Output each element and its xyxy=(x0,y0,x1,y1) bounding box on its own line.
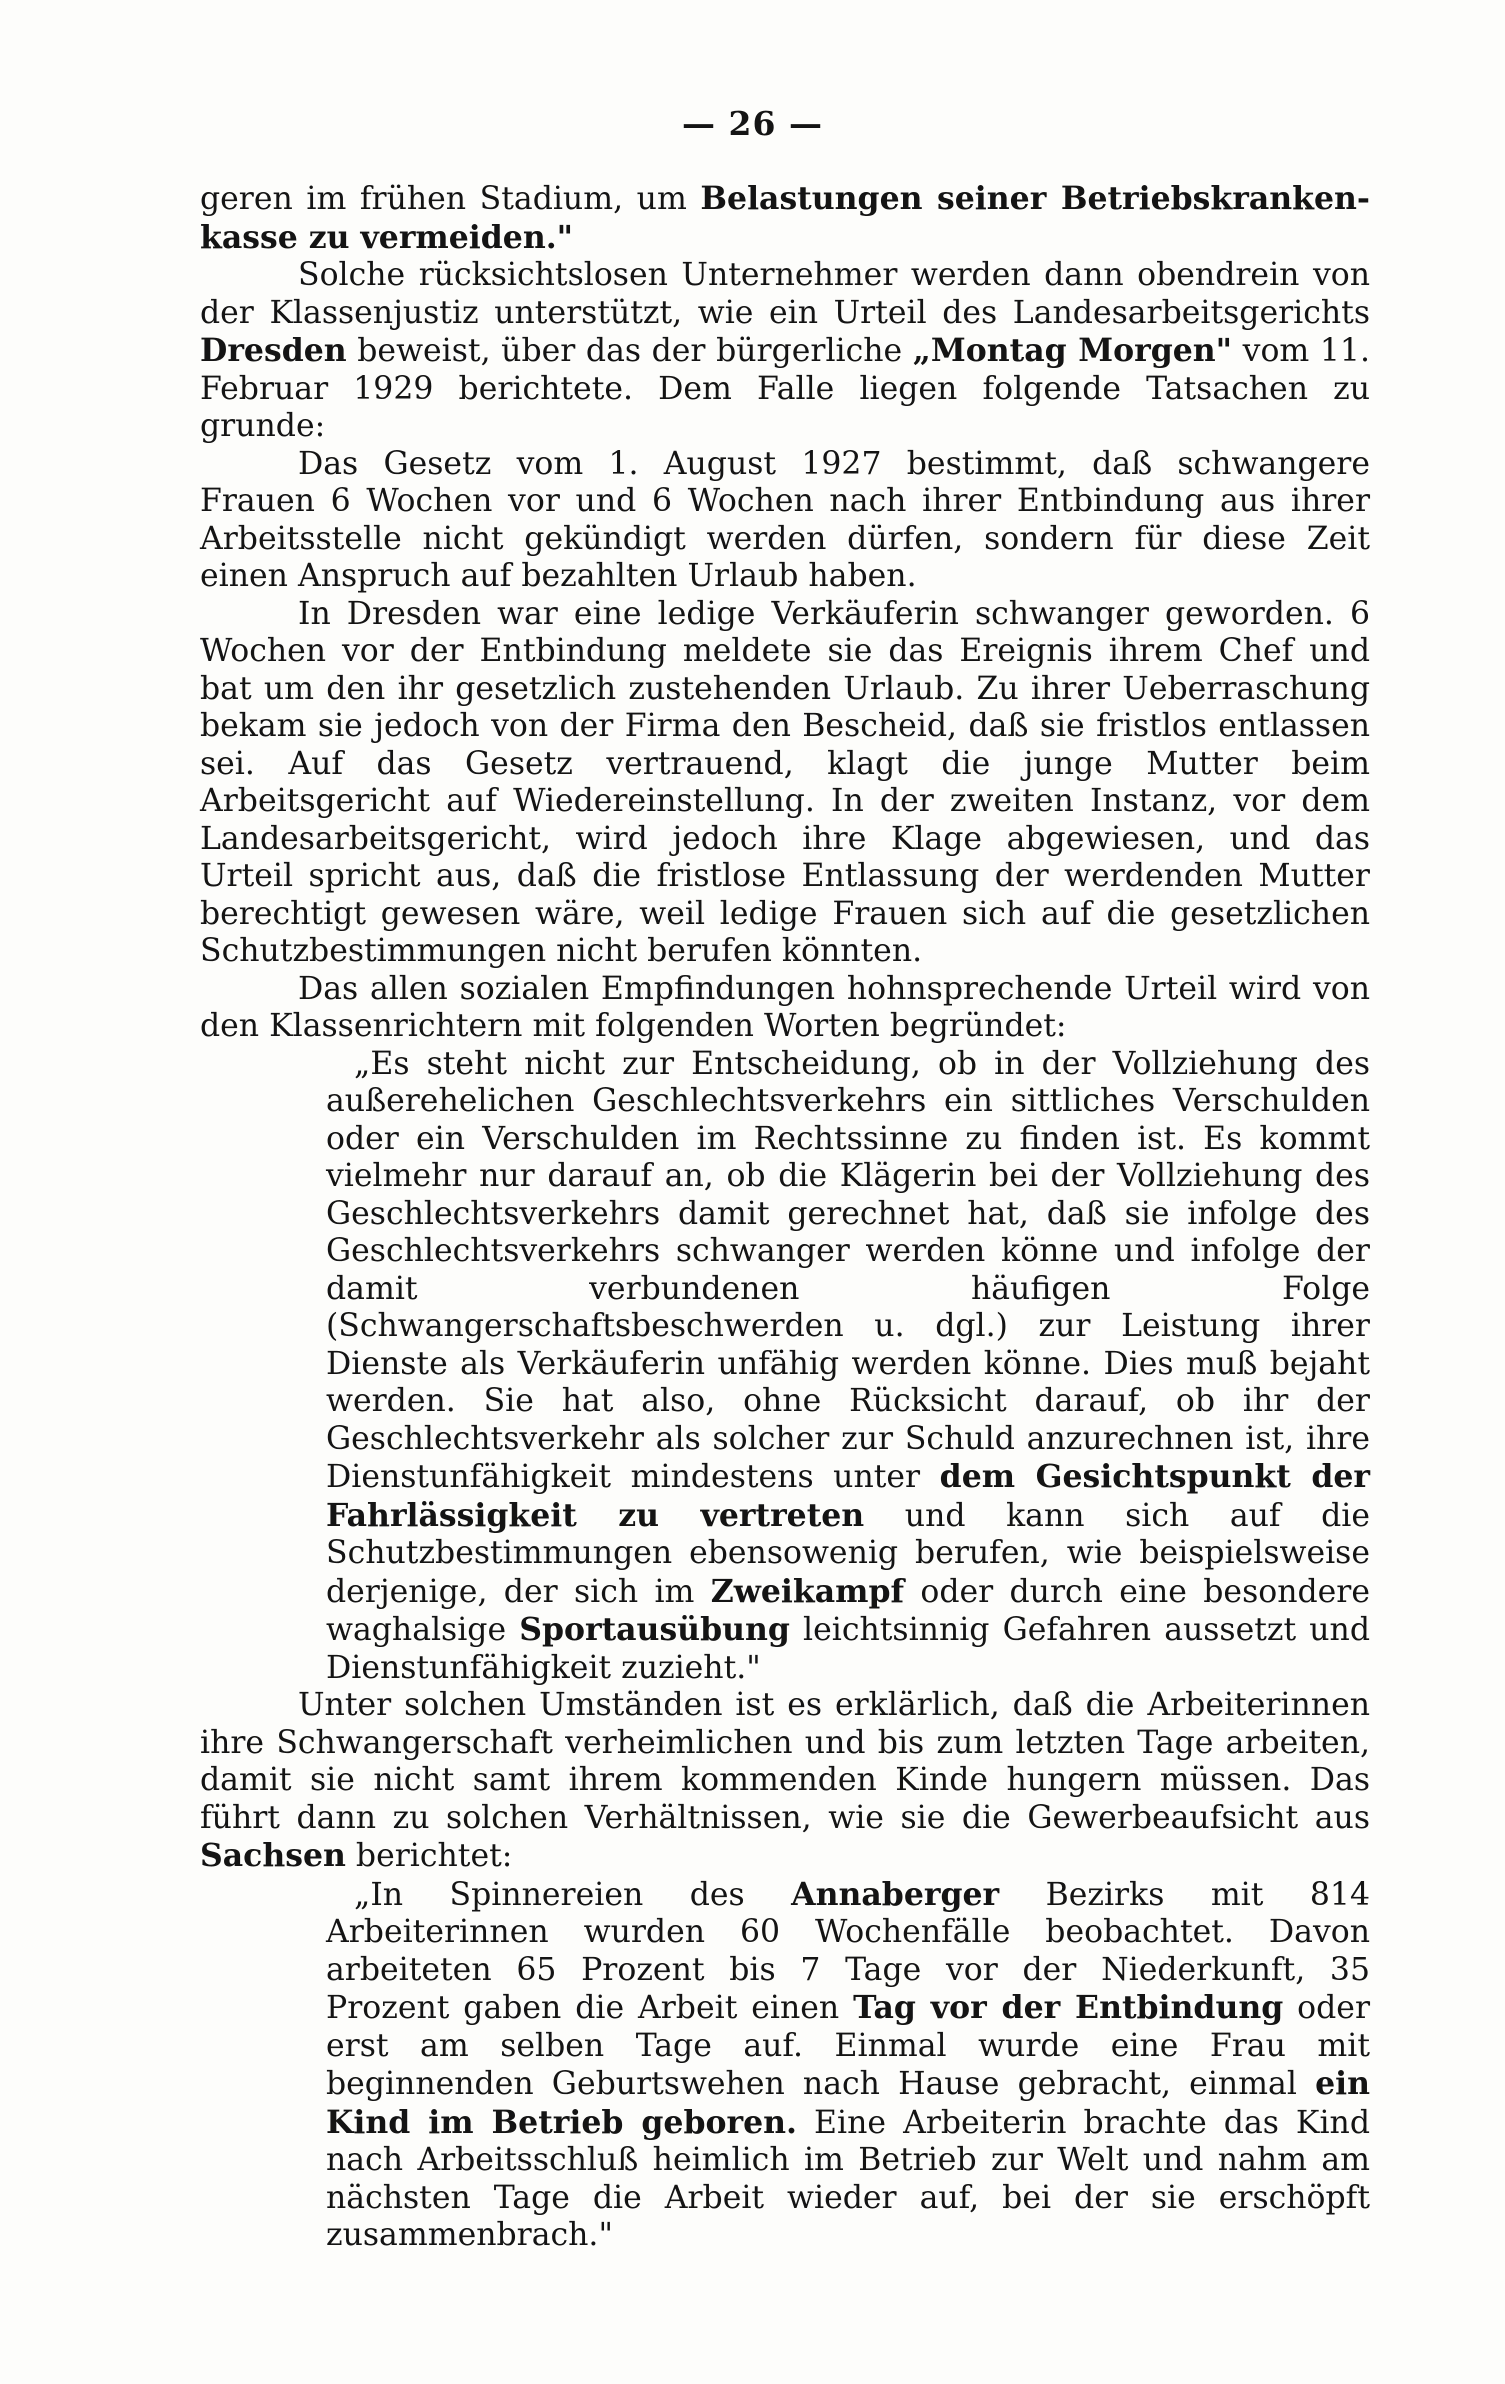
emphasized-text: Sportausübung xyxy=(519,1611,790,1648)
text-segment: geren im frühen Stadium, um xyxy=(200,181,701,217)
paragraph xyxy=(200,596,1370,971)
text-segment: In Dresden war eine ledige Verkäuferin schwanger geworden. 6 Wochen vor der Entbindung meldete sie das Ereignis ihrem Chef und bat um den ihr gesetzlich zustehenden Urlaub. Zu ihrer Ueberraschung bekam sie jedoch von der Firma den Bescheid, daß sie fristlos entlassen sei. Auf das Gesetz vertrauend, klagt die junge Mutter beim Arbeitsgericht auf Wiedereinstellung. In der zweiten Instanz, vor dem Landesarbeitsgericht, wird jedoch ihre Klage abgewiesen, und das Urteil spricht aus, daß die fristlose Entlassung der werdenden Mutter berechtigt gewesen wäre, weil ledige Frauen sich auf die gesetzlichen Schutzbestimmungen nicht berufen könnten. xyxy=(200,595,1370,969)
text-segment: beweist, über das der bürgerliche xyxy=(346,333,913,369)
text-segment: Eine Arbeiterin brachte das Kind nach Arbeitsschluß heimlich im Betrieb zur Welt und nahm am nächsten Tage die Arbeit wieder auf, bei der sie erschöpft zusammenbrach." xyxy=(326,2104,1370,2253)
text-segment: vom 11. Februar 1929 berichtete. Dem Falle liegen folgende Tatsachen zu grunde: xyxy=(200,333,1370,444)
text-segment: „Es steht nicht zur Entscheidung, ob in der Vollziehung des außerehelichen Geschlechtsverkehrs ein sittliches Verschulden oder ein Verschulden im Rechtssinne zu finden ist. Es kommt vielmehr nur darauf an, ob die Klägerin bei der Vollziehung des Geschlechtsverkehrs damit gerechnet hat, daß sie infolge des Geschlechtsverkehrs schwanger werden könne und infolge der damit verbundenen häufigen Folge (Schwangerschaftsbeschwerden u. dgl.) zur Leistung ihrer Dienste als Verkäuferin unfähig werden könne. Dies muß bejaht werden. Sie hat also, ohne Rücksicht darauf, ob ihr der Geschlechtsverkehr als solcher zur Schuld anzurechnen ist, ihre Dienstunfähigkeit mindestens unter xyxy=(326,1045,1370,1495)
text-segment: leichtsinnig Gefahren aussetzt und Dienstunfähigkeit zuzieht." xyxy=(326,1612,1370,1686)
emphasized-text: „Montag Morgen" xyxy=(912,332,1233,369)
text-segment: berichtet: xyxy=(345,1838,513,1874)
block-quote xyxy=(326,1046,1370,1688)
paragraph xyxy=(200,257,1370,446)
paragraph xyxy=(200,1687,1370,1876)
body-text xyxy=(200,180,1370,2255)
text-segment: Bezirks mit 814 Arbeiterinnen wurden 60 Wochenfälle beobachtet. Davon arbeiteten 65 Prozent bis 7 Tage vor der Niederkunft, 35 Prozent gaben die Arbeit einen xyxy=(326,1876,1370,2026)
text-segment: „In Spinnereien des xyxy=(354,1876,792,1913)
text-segment: und kann sich auf die Schutzbestimmungen ebensowenig berufen, wie beispielsweise derjenige, der sich im xyxy=(326,1497,1370,1610)
emphasized-text: Sachsen xyxy=(200,1837,346,1874)
text-segment: oder erst am selben Tage auf. Einmal wurde eine Frau mit beginnenden Geburtswehen nach Hause gebracht, einmal xyxy=(326,1990,1371,2102)
emphasized-text: ein Kind im Betrieb geboren. xyxy=(326,2065,1370,2141)
emphasized-text: Annaberger xyxy=(791,1875,1000,1913)
block-quote xyxy=(326,1876,1370,2255)
emphasized-text: Zweikampf xyxy=(710,1572,905,1610)
emphasized-text: Belastungen seiner Betriebskranken-kasse zu vermeiden." xyxy=(200,180,1370,256)
emphasized-text: Tag vor der Entbindung xyxy=(853,1989,1284,2026)
emphasized-text: Dresden xyxy=(200,332,347,369)
text-segment: oder durch eine besondere waghalsige xyxy=(326,1573,1370,1648)
paragraph xyxy=(200,971,1370,1046)
text-segment: Solche rücksichtslosen Unternehmer werden dann obendrein von der Klassenjustiz unterstützt, wie ein Urteil des Landesarbeitsgerichts xyxy=(200,257,1370,331)
text-segment: Das Gesetz vom 1. August 1927 bestimmt, daß schwangere Frauen 6 Wochen vor und 6 Wochen nach ihrer Entbindung aus ihrer Arbeitsstelle nicht gekündigt werden dürfen, sondern für diese Zeit einen Anspruch auf bezahlten Urlaub haben. xyxy=(200,445,1370,594)
page-number: — 26 — xyxy=(682,104,823,143)
paragraph xyxy=(200,180,1370,257)
emphasized-text: dem Gesichtspunkt der Fahrlässigkeit zu vertreten xyxy=(326,1458,1370,1534)
paragraph xyxy=(200,446,1370,596)
text-segment: Das allen sozialen Empfindungen hohnsprechende Urteil wird von den Klassenrichtern mit folgenden Worten begründet: xyxy=(200,970,1370,1044)
text-segment: Unter solchen Umständen ist es erklärlich, daß die Arbeiterinnen ihre Schwangerschaft verheimlichen und bis zum letzten Tage arbeiten, damit sie nicht samt ihrem kommenden Kinde hungern müssen. Das führt dann zu solchen Verhältnissen, wie sie die Gewerbeaufsicht aus xyxy=(200,1687,1370,1836)
